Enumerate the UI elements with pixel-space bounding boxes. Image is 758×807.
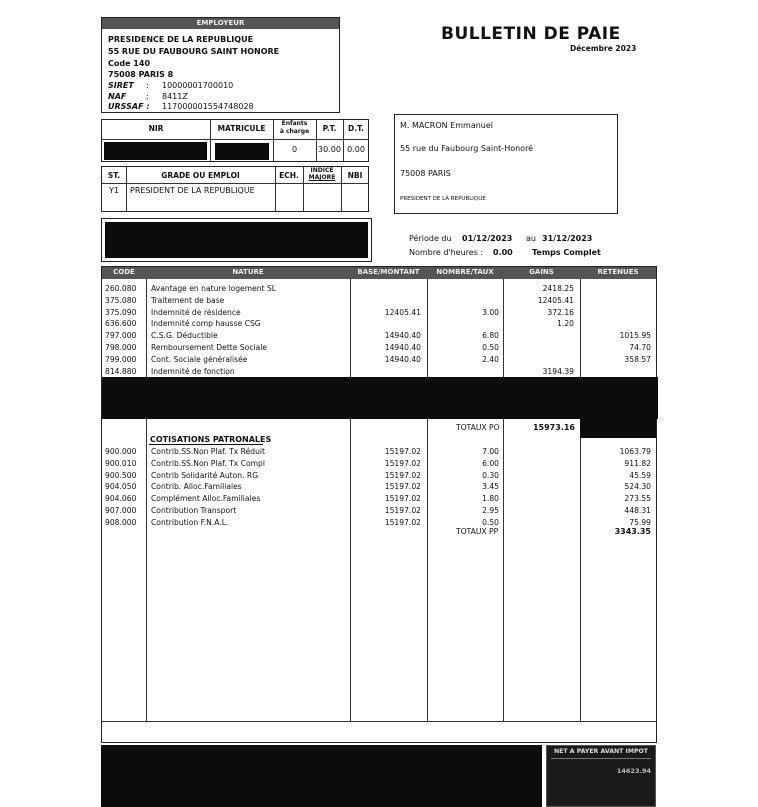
- pt-label: P.T.: [322, 124, 337, 133]
- st-value: Y1: [109, 186, 119, 195]
- nir-redacted: [104, 142, 207, 160]
- employer-name: PRESIDENCE DE LA REPUBLIQUE: [108, 35, 254, 44]
- table-row: 900.000 Contrib.SS.Non Plaf. Tx Réduit 15197.02 7.00 1063.79: [105, 447, 651, 456]
- siret-label: SIRET: [108, 81, 134, 90]
- table-row: 904.060 Complément Alloc.Familiales 15197.02 1.80 273.55: [105, 494, 651, 504]
- table-row: 907.000 Contribution Transport 15197.02 2.95 448.31: [105, 506, 651, 515]
- matricule-redacted: [215, 143, 269, 160]
- totals-pp-label: TOTAUX PP: [456, 527, 499, 536]
- urssaf-label: URSSAF :: [108, 102, 150, 111]
- totals-pp-value: 3343.35: [614, 527, 651, 536]
- pt-value: 30.00: [318, 145, 341, 154]
- net-box: [546, 745, 656, 807]
- indice-label-2: MAJORE: [308, 174, 336, 181]
- employee-city: 75008 PARIS: [400, 169, 451, 178]
- table-row: 814.880 Indemnité de fonction 3194.39: [105, 366, 574, 376]
- siret-value: 10000001700010: [162, 81, 234, 90]
- nir-label: NIR: [148, 124, 164, 133]
- patronal-title: COTISATIONS PATRONALES: [150, 435, 272, 444]
- employer-address: 55 RUE DU FAUBOURG SAINT HONORE: [108, 47, 280, 56]
- page-title: BULLETIN DE PAIE: [441, 24, 621, 44]
- period-to: 31/12/2023: [542, 234, 593, 243]
- bottom-redacted: [101, 745, 542, 807]
- col-taux: NOMBRE/TAUX: [436, 268, 494, 276]
- totals-po-redacted: [580, 419, 656, 438]
- hours-value: 0.00: [493, 248, 513, 257]
- col-nature: NATURE: [232, 268, 264, 276]
- ech-label: ECH.: [279, 171, 299, 180]
- redacted-band: [102, 377, 658, 419]
- enfants-value: 0: [291, 145, 298, 154]
- urssaf-value: 117000001554748028: [162, 102, 254, 111]
- table-row: 798.000 Remboursement Dette Sociale 14940.40 0.50 74.70: [105, 343, 651, 352]
- dt-value: 0.00: [347, 145, 365, 154]
- employer-code: Code 140: [108, 59, 151, 68]
- net-label: NET A PAYER AVANT IMPOT: [553, 748, 649, 755]
- matricule-label: MATRICULE: [217, 124, 266, 133]
- employee-address: 55 rue du Faubourg Saint-Honoré: [400, 144, 534, 153]
- col-code: CODE: [113, 268, 135, 276]
- period-to-label: au: [526, 234, 536, 243]
- redacted-block: [105, 222, 368, 258]
- table-row: 260.080 Avantage en nature logement SL 2418.25: [105, 284, 574, 293]
- naf-label: NAF: [108, 92, 127, 101]
- enfants-label-2: à charge: [279, 128, 310, 135]
- employer-city: 75008 PARIS 8: [108, 70, 174, 79]
- employer-box: EMPLOYEUR PRESIDENCE DE LA REPUBLIQUE 55 RUE DU FAUBOURG SAINT HONORE Code 140 75008 PARIS 8 SIRET : 10000001700010 NAF : 8411Z URSSAF : 117000001554748028: [101, 17, 340, 113]
- st-label: ST.: [107, 171, 121, 180]
- redacted-box: [101, 218, 372, 262]
- table-row: 375.080 Traitement de base 12405.41: [105, 295, 574, 305]
- enfants-label: Enfants: [281, 120, 308, 127]
- pay-month: Décembre 2023: [570, 44, 637, 53]
- col-retenues: RETENUES: [597, 268, 639, 276]
- dt-label: D.T.: [348, 124, 364, 133]
- table-row: 375.090 Indemnité de résidence 12405.41 3.00 372.16: [105, 307, 574, 317]
- hours-label: Nombre d'heures :: [409, 248, 484, 257]
- table-row: 799.000 Cont. Sociale généralisée 14940.40 2.40 358.57: [105, 354, 651, 364]
- period-from: 01/12/2023: [462, 234, 513, 243]
- grade-label: GRADE OU EMPLOI: [161, 171, 240, 180]
- grade-value: PRESIDENT DE LA REPUBLIQUE: [130, 186, 255, 195]
- table-row: 900.010 Contrib.SS.Non Plaf. Tx Compl 15197.02 6.00 911.82: [105, 458, 651, 468]
- grade-box: [101, 166, 369, 212]
- net-value: 14623.94: [616, 767, 651, 775]
- nbi-label: NBI: [347, 171, 363, 180]
- totals-po-label: TOTAUX PO: [456, 423, 500, 432]
- indice-label: INDICE: [310, 167, 334, 174]
- table-row: 900.500 Contrib Solidarité Auton. RG 15197.02 0.30 45.59: [105, 470, 651, 480]
- col-base: BASE/MONTANT: [357, 268, 420, 276]
- table-row: 904.050 Contrib. Alloc.Familiales 15197.02 3.45 524.30: [105, 482, 651, 492]
- time-type: Temps Complet: [532, 248, 601, 257]
- employee-box: [394, 114, 618, 214]
- naf-value: 8411Z: [162, 92, 188, 101]
- employer-header: EMPLOYEUR: [102, 18, 339, 29]
- col-gains: GAINS: [529, 268, 554, 276]
- employee-role: PRESIDENT DE LA REPUBLIQUE: [400, 196, 486, 202]
- table-row: 636.600 Indemnité comp hausse CSG 1.20: [105, 319, 574, 329]
- ids-box: [101, 119, 369, 162]
- table-row: 797.000 C.S.G. Déductible 14940.40 6.80 1015.95: [105, 331, 651, 341]
- period-from-label: Période du: [409, 234, 452, 243]
- employee-name: M. MACRON Emmanuel: [400, 121, 494, 130]
- totals-po-value: 15973.16: [532, 423, 575, 432]
- table-row: 908.000 Contribution F.N.A.L. 15197.02 0.50 75.99: [105, 517, 651, 527]
